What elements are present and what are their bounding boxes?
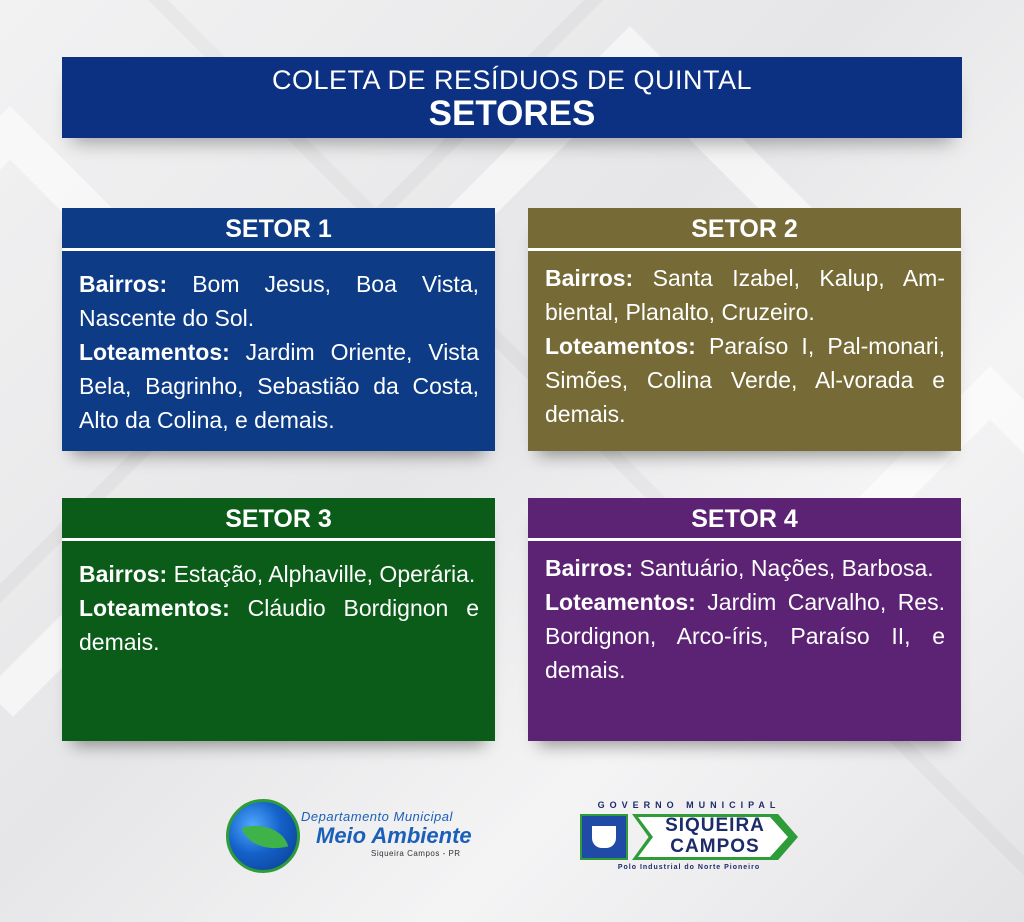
city-line-2: CAMPOS bbox=[670, 836, 760, 857]
bairros-label: Bairros: bbox=[545, 555, 634, 581]
dept-line-3: Siqueira Campos - PR bbox=[371, 849, 461, 858]
loteamentos-paragraph bbox=[545, 585, 945, 687]
sector-title: SETOR 4 bbox=[528, 498, 961, 541]
sector-body bbox=[62, 541, 495, 659]
siqueira-campos-logo bbox=[578, 800, 800, 880]
sector-card-4 bbox=[528, 498, 961, 741]
loteamentos-label: Loteamentos: bbox=[79, 339, 230, 365]
sector-title: SETOR 2 bbox=[528, 208, 961, 251]
sector-title: SETOR 3 bbox=[62, 498, 495, 541]
loteamentos-label: Loteamentos: bbox=[79, 595, 230, 621]
loteamentos-text: Cláudio Bordignon e demais. bbox=[79, 595, 479, 655]
sector-card-2 bbox=[528, 208, 961, 451]
header-banner bbox=[62, 57, 962, 138]
coat-of-arms-icon bbox=[580, 814, 628, 860]
sector-body bbox=[528, 251, 961, 431]
polo-line: Polo Industrial do Norte Pioneiro bbox=[617, 864, 761, 871]
sector-card-1 bbox=[62, 208, 495, 451]
bairros-label: Bairros: bbox=[545, 265, 634, 291]
loteamentos-paragraph bbox=[545, 329, 945, 431]
dept-line-1: Departamento Municipal bbox=[301, 809, 453, 824]
loteamentos-label: Loteamentos: bbox=[545, 589, 696, 615]
sector-title: SETOR 1 bbox=[62, 208, 495, 251]
loteamentos-label: Loteamentos: bbox=[545, 333, 696, 359]
loteamentos-paragraph bbox=[79, 591, 479, 659]
bairros-label: Bairros: bbox=[79, 561, 168, 587]
sector-card-3 bbox=[62, 498, 495, 741]
header-title: SETORES bbox=[428, 94, 596, 133]
leaf-globe-icon bbox=[226, 799, 300, 873]
bairros-text: Estação, Alphaville, Operária. bbox=[167, 561, 476, 587]
loteamentos-text: Jardim Oriente, Vista Bela, Bagrinho, Sebastião da Costa, Alto da Colina, e demais. bbox=[79, 339, 479, 433]
gov-line: GOVERNO MUNICIPAL bbox=[597, 800, 781, 810]
bairros-text: Santuário, Nações, Barbosa. bbox=[633, 555, 934, 581]
loteamentos-paragraph bbox=[79, 335, 479, 437]
sector-body bbox=[528, 541, 961, 687]
sector-body bbox=[62, 251, 495, 437]
bairros-paragraph bbox=[545, 261, 945, 329]
leaf-icon bbox=[242, 817, 288, 856]
bairros-paragraph bbox=[79, 267, 479, 335]
crest-shield-icon bbox=[592, 826, 616, 848]
bairros-paragraph bbox=[79, 557, 479, 591]
city-line-1: SIQUEIRA bbox=[665, 815, 765, 836]
loteamentos-text: Jardim Carvalho, Res. Bordignon, Arco-íris, Paraíso II, e demais. bbox=[545, 589, 945, 683]
dept-line-2: Meio Ambiente bbox=[316, 823, 472, 848]
bairros-text: Bom Jesus, Boa Vista, Nascente do Sol. bbox=[79, 271, 479, 331]
bairros-paragraph bbox=[545, 551, 945, 585]
meio-ambiente-logo bbox=[226, 795, 476, 875]
bairros-label: Bairros: bbox=[79, 271, 168, 297]
loteamentos-text: Paraíso I, Pal-monari, Simões, Colina Verde, Al-vorada e demais. bbox=[545, 333, 945, 427]
bairros-text: Santa Izabel, Kalup, Am-biental, Planalto, Cruzeiro. bbox=[545, 265, 945, 325]
header-subtitle: COLETA DE RESÍDUOS DE QUINTAL bbox=[271, 65, 753, 95]
